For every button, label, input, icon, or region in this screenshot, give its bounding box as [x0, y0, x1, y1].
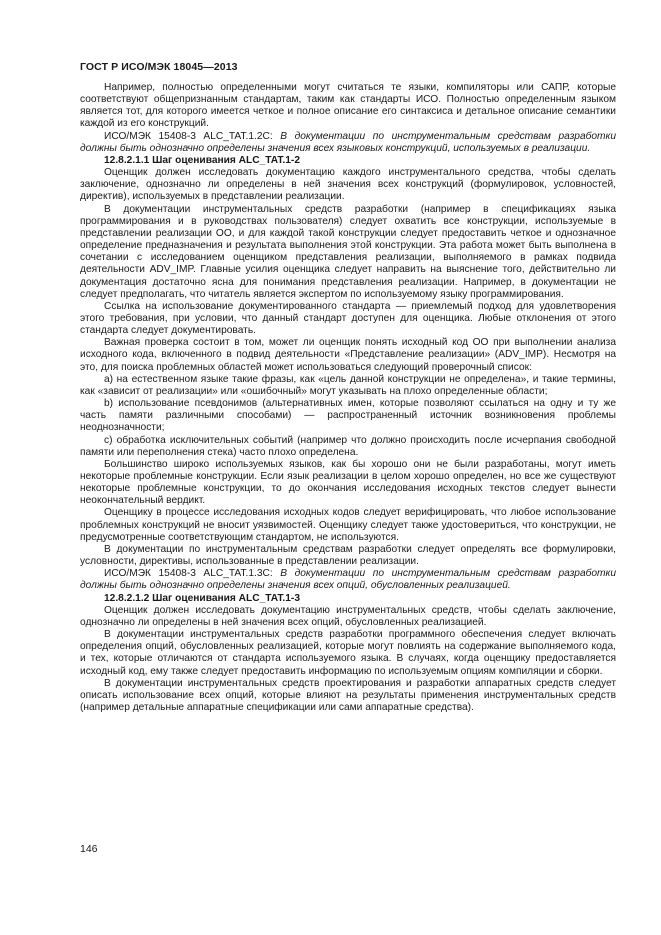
requirement-paragraph [80, 568, 616, 592]
list-item: а) на естественном языке такие фразы, как «цель данной конструкции не определена», и такие термины, как «зависит от реализации» или «ошибочный» могут указывать на плохо определенные области; [80, 373, 616, 397]
list-item: с) обработка исключительных событий (например что должно происходить после исчерпания свободной памяти или переполнения стека) часто плохо определена. [80, 434, 616, 458]
section-heading: 12.8.2.1.2 Шаг оценивания ALC_TAT.1-3 [104, 592, 300, 604]
paragraph: Оценщик должен исследовать документацию каждого инструментального средства, чтобы сделать заключение, однозначно ли определены в ней значения всех конструкций (формулировок, условностей, директив), используемых в представлении реализации. [80, 167, 616, 203]
paragraph: В документации инструментальных средств разработки (например в спецификациях языка программирования и в руководствах пользователя) следует охватить все конструкции, используемые в представлении реализации ОО, и для каждой такой конструкции следует предоставить четкое и однозначное определение предназначения и результата выполнения этой конструкции. Эта работа может быть выполнена в сочетании с исследованием оценщиком представления реализации, выполняемого в рамках подвида деятельности ADV_IMP. Главные усилия оценщика следует направить на выяснение того, действительно ли документация достаточно ясна для понимания представления реализации. Например, в документации не следует предполагать, что читатель является экспертом по используемому языку программирования. [80, 203, 616, 300]
list-item: b) использование псевдонимов (альтернативных имен, которые позволяют ссылаться на одну и ту же часть памяти различными способами) — распространенный источник возникновения проблемы неоднозначности; [80, 398, 616, 434]
body-text [80, 82, 616, 714]
paragraph: Например, полностью определенными могут считаться те языки, компиляторы или САПР, которые соответствуют общепризнанным стандартам, таким как стандарты ИСО. Полностью определенным языком является тот, для которого имеется четкое и полное описание его синтаксиса и детальное описание семантики каждой из его конструкций. [80, 82, 616, 130]
requirement-ref: ИСО/МЭК 15408-3 ALC_TAT.1.2C: [104, 130, 273, 142]
page-number: 146 [80, 843, 98, 855]
paragraph: Важная проверка состоит в том, может ли оценщик понять исходный код ОО при выполнении анализа исходного кода, включенного в подвид деятельности «Представление реализации» (ADV_IMP). Несмотря на это, для поиска проблемных областей может использоваться следующий проверочный список: [80, 337, 616, 373]
paragraph: Оценщик должен исследовать документацию инструментальных средств, чтобы сделать заключение, однозначно ли определены в ней значения всех опций, обусловленных реализацией. [80, 604, 616, 628]
paragraph: В документации инструментальных средств проектирования и разработки аппаратных средств следует описать использование всех опций, которые влияют на результаты применения инструментальных средств (например детальные аппаратные спецификации или сами аппаратные средства). [80, 677, 616, 713]
requirement-ref: ИСО/МЭК 15408-3 ALC_TAT.1.3С: [104, 568, 273, 580]
paragraph: В документации инструментальных средств разработки программного обеспечения следует включать определения опций, обусловленных реализацией, которые могут повлиять на содержание выполняемого кода, и тех, которые отличаются от стандарта используемого языка. В случаях, когда оценщику предоставляется исходный код, ему также следует предоставить информацию по используемым опциям компиляции и сборки. [80, 629, 616, 677]
requirement-paragraph [80, 131, 616, 155]
paragraph: Оценщику в процессе исследования исходных кодов следует верифицировать, что любое использование проблемных конструкций не вносит уязвимостей. Оценщику следует также удостовериться, что конструкции, не предусмотренные соответствующим стандартом, не используются. [80, 507, 616, 543]
requirement-text: В документации по инструментальным средствам разработки должны быть однозначно определены значения всех опций, обусловленных реализацией. [80, 568, 616, 592]
section-heading: 12.8.2.1.1 Шаг оценивания ALC_TAT.1-2 [104, 154, 300, 166]
paragraph: Ссылка на использование документированного стандарта — приемлемый подход для удовлетворения этого требования, при условии, что данный стандарт доступен для оценщика. Любые отклонения от этого стандарта следует документировать. [80, 300, 616, 337]
requirement-text: В документации по инструментальным средствам разработки должны быть однозначно определены значения всех языковых конструкций, используемых в реализации. [80, 130, 616, 154]
standard-header: ГОСТ Р ИСО/МЭК 18045—2013 [80, 61, 238, 73]
paragraph: В документации по инструментальным средствам разработки следует определять все формулировки, условности, директивы, использованные в представлении реализации. [80, 543, 616, 568]
paragraph: Большинство широко используемых языков, как бы хорошо они не были разработаны, могут иметь некоторые проблемные конструкции. Если язык реализации в целом хорошо определен, но все же существуют некоторые проблемные конструкции, то до окончания исследования исходных текстов следует вынести неокончательный вердикт. [80, 458, 616, 507]
